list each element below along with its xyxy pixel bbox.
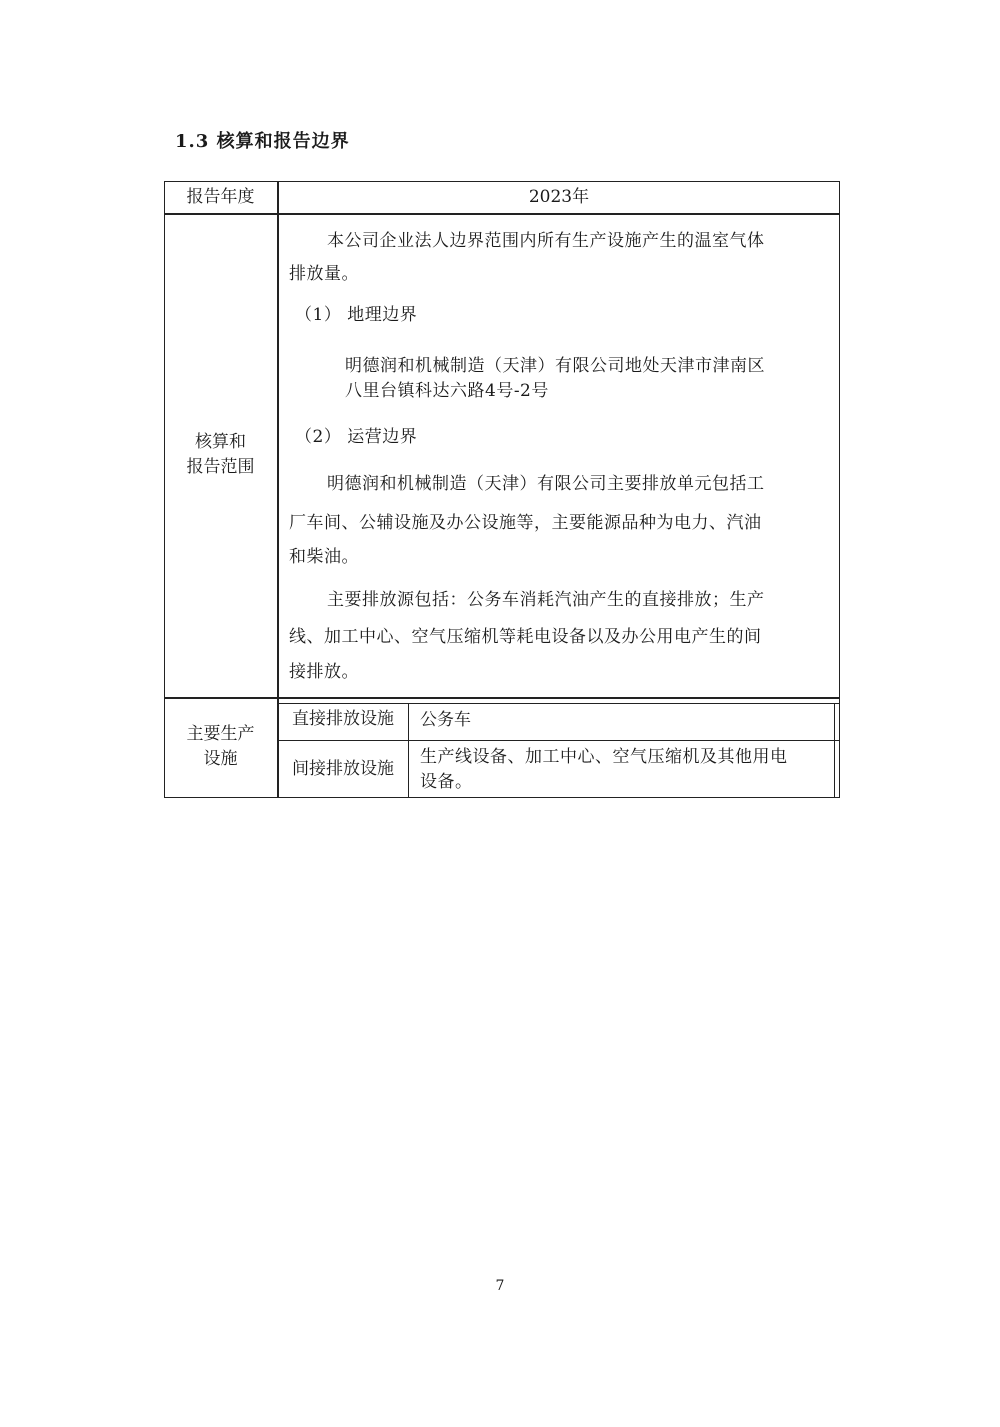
direct-facility-value: 公务车 [420,710,471,730]
report-year-label: 报告年度 [186,187,255,207]
facilities-label [164,722,277,772]
scope-intro-line1: 本公司企业法人边界范围内所有生产设施产生的温室气体 [327,231,765,251]
direct-facility-label: 直接排放设施 [292,709,394,729]
ops-boundary-line3: 和柴油。 [289,547,359,567]
table-row-divider-facilities [277,740,840,741]
report-year-value: 2023年 [528,187,590,207]
indirect-facility-label: 间接排放设施 [292,759,394,779]
geo-boundary-heading: （1） 地理边界 [295,305,418,325]
emission-source-line1: 主要排放源包括：公务车消耗汽油产生的直接排放；生产 [327,590,765,610]
page-number: 7 [495,1278,505,1294]
indirect-facility-value [420,745,788,795]
indirect-facility-value-line1: 生产线设备、加工中心、空气压缩机及其他用电 [420,747,788,767]
geo-boundary-line1: 明德润和机械制造（天津）有限公司地处天津市津南区 [345,356,765,376]
ops-boundary-heading: （2） 运营边界 [295,427,418,447]
scope-label-line2: 报告范围 [186,457,255,477]
ops-boundary-line1: 明德润和机械制造（天津）有限公司主要排放单元包括工 [327,474,765,494]
scope-label-line1: 核算和 [195,432,246,452]
emission-source-line2: 线、加工中心、空气压缩机等耗电设备以及办公用电产生的间 [289,627,762,647]
scope-intro-line2: 排放量。 [289,264,359,284]
section-title: 1.3 核算和报告边界 [175,131,350,152]
table-col-divider-label [277,181,279,798]
indirect-facility-value-line2: 设备。 [420,772,473,792]
facilities-label-line1: 主要生产 [186,724,255,744]
ops-boundary-line2: 厂车间、公辅设施及办公设施等，主要能源品种为电力、汽油 [289,513,762,533]
table-inner-line-top [277,703,840,704]
table-inner-line-right [834,703,835,798]
scope-label [164,430,277,480]
table-col-divider-facility-type [408,703,409,798]
table-row-divider-year [164,213,840,215]
facilities-label-line2: 设施 [203,749,238,769]
table-row-divider-scope [164,697,840,699]
geo-boundary-line2: 八里台镇科达六路4号-2号 [345,381,549,401]
emission-source-line3: 接排放。 [289,662,359,682]
